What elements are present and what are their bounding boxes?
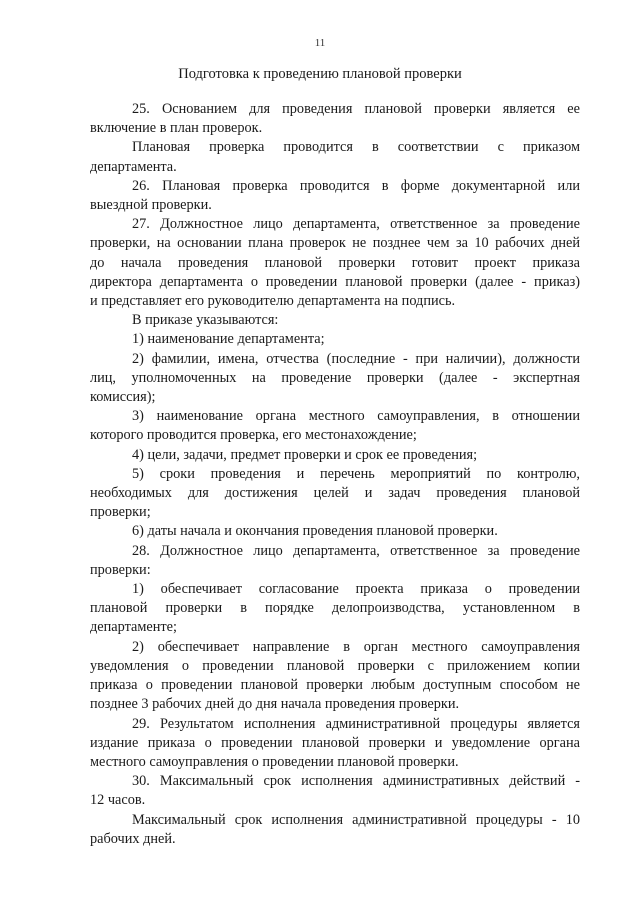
text-line: проверки: — [90, 561, 151, 578]
text-line: комиссия); — [90, 389, 156, 406]
text-line: рабочих дней. — [90, 830, 176, 847]
text-line: 25. Основанием для проведения плановой проверки является ее — [132, 101, 580, 117]
text-line: приказа о проведении плановой проверки любым доступным способом не — [90, 677, 580, 694]
text-line: 27. Должностное лицо департамента, ответственное за проведение — [132, 216, 580, 233]
text-line: 4) цели, задачи, предмет проверки и срок ее проведения; — [132, 446, 478, 463]
paragraph — [90, 811, 580, 849]
paragraph — [90, 177, 580, 215]
text-line: директора департамента о проведении плановой проверки (далее - приказ) — [90, 273, 580, 290]
paragraph — [90, 522, 580, 541]
paragraph — [90, 465, 580, 523]
text-line: местного самоуправления о проведении плановой проверки. — [90, 753, 459, 770]
text-line: издание приказа о проведении плановой проверки и уведомление органа — [90, 734, 580, 751]
text-line: 28. Должностное лицо департамента, ответственное за проведение — [132, 542, 580, 559]
text-line: 6) даты начала и окончания проведения плановой проверки. — [132, 523, 498, 540]
text-line: лиц, уполномоченных на проведение проверки (далее - экспертная — [90, 369, 580, 386]
text-line: 3) наименование органа местного самоуправления, в отношении — [132, 408, 580, 425]
paragraph — [90, 407, 580, 445]
text-line: которого проводится проверка, его местонахождение; — [90, 427, 417, 444]
text-line: 1) наименование департамента; — [132, 331, 325, 348]
text-line: 30. Максимальный срок исполнения административных действий - — [132, 773, 580, 790]
text-line: включение в план проверок. — [90, 120, 263, 137]
text-line: Максимальный срок исполнения административной процедуры - 10 — [132, 811, 580, 828]
text-line: В приказе указываются: — [132, 312, 279, 329]
text-line: департамента. — [90, 158, 177, 175]
paragraph — [90, 542, 580, 580]
paragraph — [90, 100, 580, 138]
text-line: и представляет его руководителю департамента на подпись. — [90, 293, 456, 310]
paragraph — [90, 138, 580, 176]
paragraph — [90, 715, 580, 773]
text-line: 29. Результатом исполнения административной процедуры является — [132, 715, 580, 732]
text-line: департаменте; — [90, 619, 177, 636]
text-line: позднее 3 рабочих дней до дня начала проведения проверки. — [90, 696, 460, 713]
paragraph — [90, 311, 580, 330]
paragraph — [90, 330, 580, 349]
text-line: необходимых для достижения целей и задач проведения плановой — [90, 485, 580, 502]
paragraph — [90, 580, 580, 638]
document-body — [90, 100, 580, 849]
text-line: уведомления о проведении плановой проверки с приложением копии — [90, 657, 580, 674]
paragraph — [90, 446, 580, 465]
text-line: 5) сроки проведения и перечень мероприятий по контролю, — [132, 465, 580, 482]
page-number: 11 — [314, 37, 326, 49]
paragraph — [90, 772, 580, 810]
paragraph — [90, 215, 580, 311]
paragraph — [90, 638, 580, 715]
text-line: 2) фамилии, имена, отчества (последние - при наличии), должности — [132, 350, 580, 367]
section-title: Подготовка к проведению плановой проверки — [178, 66, 462, 82]
paragraph — [90, 350, 580, 408]
text-line: 1) обеспечивает согласование проекта приказа о проведении — [132, 581, 580, 598]
text-line: проверки; — [90, 504, 151, 521]
text-line: 26. Плановая проверка проводится в форме документарной или — [132, 177, 580, 194]
text-line: Плановая проверка проводится в соответствии с приказом — [132, 139, 580, 156]
text-line: выездной проверки. — [90, 197, 212, 214]
text-line: до начала проведения плановой проверки готовит проект приказа — [90, 254, 580, 271]
text-line: 2) обеспечивает направление в орган местного самоуправления — [132, 638, 580, 655]
text-line: плановой проверки в порядке делопроизводства, установленном в — [90, 600, 580, 617]
text-line: проверки, на основании плана проверок не позднее чем за 10 рабочих дней — [90, 235, 580, 252]
text-line: 12 часов. — [90, 792, 146, 809]
